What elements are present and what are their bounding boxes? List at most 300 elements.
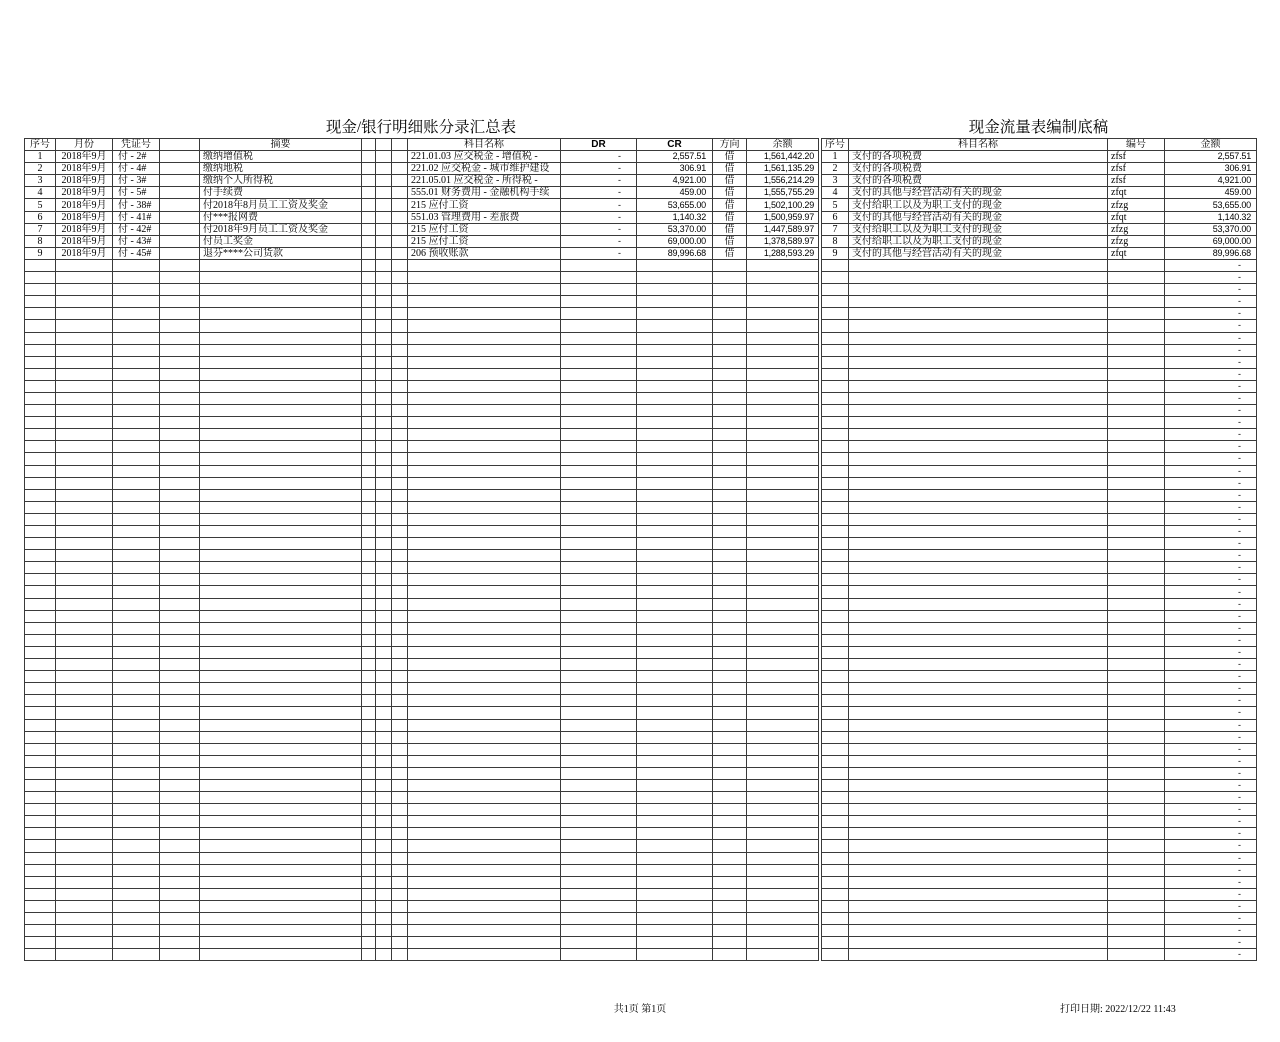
cell-blank (362, 610, 376, 622)
cell-month (56, 707, 113, 719)
cell-item (849, 586, 1108, 598)
cell-dr: - (561, 211, 637, 223)
cell-amount: 53,370.00 (1165, 223, 1257, 235)
cell-seq (822, 417, 849, 429)
cell-direction (713, 308, 747, 320)
cell-month (56, 731, 113, 743)
cell-amount: - (1165, 259, 1257, 271)
cell-blank (362, 163, 376, 175)
header-seq: 序号 (822, 139, 849, 151)
cell-voucher (113, 671, 160, 683)
cell-seq (822, 634, 849, 646)
cell-month (56, 695, 113, 707)
cell-voucher (113, 320, 160, 332)
cell-amount: - (1165, 344, 1257, 356)
cell-blank (160, 610, 200, 622)
cell-blank (362, 199, 376, 211)
ledger-title: 现金/银行明细账分录汇总表 (325, 119, 517, 136)
cell-summary: 付***报网费 (200, 211, 362, 223)
cell-blank (362, 828, 376, 840)
cell-dr (561, 513, 637, 525)
cell-account (408, 392, 561, 404)
cell-code (1108, 828, 1165, 840)
cell-blank (376, 828, 392, 840)
cell-voucher (113, 755, 160, 767)
cell-code (1108, 368, 1165, 380)
cell-summary (200, 610, 362, 622)
cell-seq (822, 429, 849, 441)
cell-blank (376, 392, 392, 404)
cell-item (849, 417, 1108, 429)
cell-direction (713, 392, 747, 404)
cell-summary: 缴纳增值税 (200, 151, 362, 163)
cashflow-body (822, 151, 1257, 961)
cell-blank (376, 925, 392, 937)
cell-cr (637, 840, 713, 852)
header-item: 科目名称 (849, 139, 1108, 151)
cell-dr (561, 683, 637, 695)
cell-direction (713, 332, 747, 344)
cell-dr (561, 804, 637, 816)
cell-voucher (113, 900, 160, 912)
cell-cr (637, 538, 713, 550)
table-row (822, 199, 1257, 211)
cell-blank (392, 187, 408, 199)
cell-dr (561, 900, 637, 912)
cell-direction (713, 368, 747, 380)
table-row (25, 199, 819, 211)
cell-seq (822, 356, 849, 368)
cell-seq (25, 562, 56, 574)
cell-amount: - (1165, 900, 1257, 912)
cell-item (849, 320, 1108, 332)
cell-blank (392, 296, 408, 308)
cell-month (56, 864, 113, 876)
cell-amount: - (1165, 949, 1257, 961)
cell-account (408, 683, 561, 695)
cell-dr (561, 876, 637, 888)
cell-dr (561, 792, 637, 804)
cell-blank (392, 949, 408, 961)
cell-balance (747, 550, 819, 562)
cell-direction (713, 538, 747, 550)
cell-cr (637, 671, 713, 683)
table-row (25, 187, 819, 199)
cell-item: 支付的其他与经营活动有关的现金 (849, 211, 1108, 223)
cell-month (56, 405, 113, 417)
cell-blank (160, 344, 200, 356)
cell-dr (561, 671, 637, 683)
cell-cr (637, 949, 713, 961)
cell-seq (822, 453, 849, 465)
cell-account (408, 937, 561, 949)
cell-summary (200, 949, 362, 961)
cell-dr (561, 320, 637, 332)
page-count: 共1页 第1页 (613, 1004, 667, 1015)
cell-blank (392, 429, 408, 441)
cell-balance (747, 356, 819, 368)
cell-account (408, 888, 561, 900)
cell-summary (200, 937, 362, 949)
blank-row (25, 646, 819, 658)
cell-seq (25, 937, 56, 949)
cell-direction (713, 828, 747, 840)
cell-code (1108, 417, 1165, 429)
cell-month (56, 392, 113, 404)
cell-voucher: 付 - 43# (113, 235, 160, 247)
cell-blank (362, 913, 376, 925)
cell-summary (200, 356, 362, 368)
cell-blank (376, 671, 392, 683)
blank-row (25, 913, 819, 925)
cell-dr: - (561, 235, 637, 247)
cell-cr: 53,370.00 (637, 223, 713, 235)
blank-row (822, 574, 1257, 586)
cell-seq (25, 683, 56, 695)
cell-code (1108, 513, 1165, 525)
cell-voucher (113, 586, 160, 598)
blank-row (822, 380, 1257, 392)
cell-blank (362, 477, 376, 489)
cell-amount: - (1165, 284, 1257, 296)
cell-month (56, 272, 113, 284)
cell-cr (637, 501, 713, 513)
cell-blank (392, 925, 408, 937)
cell-seq (25, 731, 56, 743)
cell-blank (376, 852, 392, 864)
blank-row (25, 695, 819, 707)
cell-cr (637, 259, 713, 271)
cell-item (849, 550, 1108, 562)
cell-month: 2018年9月 (56, 175, 113, 187)
cell-cr (637, 683, 713, 695)
cell-code (1108, 876, 1165, 888)
cell-seq (25, 925, 56, 937)
cell-seq (822, 320, 849, 332)
blank-row (822, 888, 1257, 900)
cell-dr (561, 501, 637, 513)
cell-seq (822, 816, 849, 828)
cell-blank (376, 211, 392, 223)
cell-cr (637, 284, 713, 296)
cell-direction (713, 586, 747, 598)
cell-balance (747, 888, 819, 900)
cell-direction: 借 (713, 163, 747, 175)
cell-code (1108, 695, 1165, 707)
print-date: 打印日期: 2022/12/22 11:43 (1060, 1004, 1176, 1015)
cell-blank (160, 513, 200, 525)
cell-blank (160, 163, 200, 175)
cell-blank (362, 296, 376, 308)
cell-amount: - (1165, 538, 1257, 550)
cell-blank (392, 659, 408, 671)
cell-account (408, 356, 561, 368)
cell-seq (25, 344, 56, 356)
cell-voucher (113, 344, 160, 356)
cell-blank (362, 779, 376, 791)
cell-blank (362, 755, 376, 767)
cell-blank (376, 622, 392, 634)
cell-summary (200, 900, 362, 912)
cell-seq: 9 (25, 247, 56, 259)
cell-dr (561, 598, 637, 610)
cell-blank (362, 562, 376, 574)
blank-row (25, 659, 819, 671)
cell-month (56, 562, 113, 574)
blank-row (25, 296, 819, 308)
cell-blank (362, 888, 376, 900)
cell-balance (747, 501, 819, 513)
blank-row (25, 272, 819, 284)
cell-amount: - (1165, 779, 1257, 791)
cell-balance (747, 259, 819, 271)
cell-cr (637, 272, 713, 284)
cell-account (408, 586, 561, 598)
cell-seq (25, 900, 56, 912)
cell-cr (637, 598, 713, 610)
cell-voucher: 付 - 42# (113, 223, 160, 235)
cell-direction (713, 574, 747, 586)
cell-seq (822, 646, 849, 658)
cell-dr: - (561, 223, 637, 235)
cell-cr (637, 441, 713, 453)
cell-voucher (113, 465, 160, 477)
cell-account (408, 816, 561, 828)
blank-row (822, 913, 1257, 925)
cell-blank (160, 804, 200, 816)
cell-account (408, 949, 561, 961)
blank-row (25, 344, 819, 356)
cell-summary (200, 707, 362, 719)
cell-blank (160, 779, 200, 791)
cell-seq (822, 767, 849, 779)
cell-blank (160, 405, 200, 417)
cell-blank (362, 586, 376, 598)
cell-account (408, 501, 561, 513)
cell-dr (561, 368, 637, 380)
cell-blank (160, 538, 200, 550)
cell-amount: - (1165, 308, 1257, 320)
header-blank (160, 139, 200, 151)
cell-summary (200, 332, 362, 344)
cell-voucher (113, 526, 160, 538)
cell-voucher (113, 356, 160, 368)
cell-voucher (113, 707, 160, 719)
header-voucher: 凭证号 (113, 139, 160, 151)
cell-account: 221.05.01 应交税金 - 所得税 - (408, 175, 561, 187)
cell-blank (160, 646, 200, 658)
cell-summary (200, 913, 362, 925)
cell-code (1108, 683, 1165, 695)
cell-direction (713, 683, 747, 695)
cell-seq (25, 453, 56, 465)
cell-voucher (113, 864, 160, 876)
cell-direction (713, 441, 747, 453)
cell-dr (561, 731, 637, 743)
cell-blank (160, 175, 200, 187)
cell-dr (561, 755, 637, 767)
cell-direction (713, 937, 747, 949)
cell-voucher (113, 574, 160, 586)
blank-row (822, 695, 1257, 707)
cell-direction (713, 816, 747, 828)
cell-direction: 借 (713, 151, 747, 163)
cell-item (849, 864, 1108, 876)
cell-month (56, 767, 113, 779)
cell-account: 221.02 应交税金 - 城市维护建设 (408, 163, 561, 175)
cell-blank (160, 501, 200, 513)
cell-cr (637, 320, 713, 332)
cell-month (56, 900, 113, 912)
ledger-table (24, 138, 819, 961)
cell-direction (713, 453, 747, 465)
table-row (25, 163, 819, 175)
cell-account (408, 441, 561, 453)
cell-blank (362, 501, 376, 513)
cell-summary (200, 320, 362, 332)
cell-voucher (113, 332, 160, 344)
blank-row (822, 779, 1257, 791)
cell-seq (822, 913, 849, 925)
cell-voucher (113, 417, 160, 429)
cell-cr (637, 332, 713, 344)
cell-direction (713, 888, 747, 900)
cell-blank (362, 513, 376, 525)
cell-voucher (113, 405, 160, 417)
cell-blank (362, 344, 376, 356)
cell-code (1108, 937, 1165, 949)
cell-seq: 6 (25, 211, 56, 223)
cell-item (849, 659, 1108, 671)
cell-code (1108, 538, 1165, 550)
cell-amount: - (1165, 453, 1257, 465)
cell-blank (362, 707, 376, 719)
cell-blank (392, 707, 408, 719)
header-code: 编号 (1108, 139, 1165, 151)
cell-summary (200, 767, 362, 779)
cell-blank (160, 489, 200, 501)
cell-balance (747, 695, 819, 707)
cell-month (56, 368, 113, 380)
cell-code (1108, 284, 1165, 296)
cell-blank (392, 453, 408, 465)
cell-account: 206 预收账款 (408, 247, 561, 259)
cell-account (408, 284, 561, 296)
cell-balance: 1,500,959.97 (747, 211, 819, 223)
cell-month (56, 622, 113, 634)
cell-blank (376, 356, 392, 368)
cell-seq (25, 489, 56, 501)
cell-blank (376, 864, 392, 876)
cell-blank (376, 151, 392, 163)
cell-direction: 借 (713, 235, 747, 247)
cell-account (408, 767, 561, 779)
cell-balance: 1,561,442.20 (747, 151, 819, 163)
cell-direction (713, 646, 747, 658)
cell-blank (392, 477, 408, 489)
cell-month (56, 659, 113, 671)
cell-direction (713, 779, 747, 791)
cell-code (1108, 598, 1165, 610)
cell-amount: - (1165, 888, 1257, 900)
cell-seq (25, 840, 56, 852)
cell-summary: 缴纳个人所得税 (200, 175, 362, 187)
cell-month (56, 937, 113, 949)
cell-blank (160, 949, 200, 961)
cell-balance (747, 344, 819, 356)
cell-blank (160, 767, 200, 779)
cell-summary (200, 828, 362, 840)
cell-blank (362, 441, 376, 453)
cell-blank (160, 526, 200, 538)
cell-blank (392, 574, 408, 586)
cell-blank (376, 199, 392, 211)
cell-code (1108, 501, 1165, 513)
ledger-header-row (25, 139, 819, 151)
cell-item (849, 743, 1108, 755)
cell-blank (362, 840, 376, 852)
blank-row (25, 526, 819, 538)
cell-blank (376, 429, 392, 441)
cell-amount: - (1165, 755, 1257, 767)
cell-cr (637, 707, 713, 719)
cell-direction (713, 876, 747, 888)
cell-dr (561, 707, 637, 719)
cell-seq (822, 792, 849, 804)
cell-code: zfsf (1108, 151, 1165, 163)
cell-month (56, 574, 113, 586)
cell-blank (160, 380, 200, 392)
cashflow-header-row (822, 139, 1257, 151)
cell-balance (747, 332, 819, 344)
cell-seq (822, 368, 849, 380)
cell-seq: 9 (822, 247, 849, 259)
cell-summary (200, 489, 362, 501)
cell-account: 215 应付工资 (408, 199, 561, 211)
cell-blank (376, 163, 392, 175)
cell-seq (25, 913, 56, 925)
cell-blank (392, 792, 408, 804)
cell-amount: - (1165, 526, 1257, 538)
cell-item: 支付给职工以及为职工支付的现金 (849, 199, 1108, 211)
cell-blank (362, 284, 376, 296)
cell-seq (822, 477, 849, 489)
cell-seq: 7 (822, 223, 849, 235)
cell-amount: - (1165, 913, 1257, 925)
cell-voucher (113, 659, 160, 671)
cell-blank (392, 767, 408, 779)
cell-account (408, 598, 561, 610)
cell-code: zfqt (1108, 247, 1165, 259)
cell-seq (822, 550, 849, 562)
cell-cr (637, 513, 713, 525)
cell-blank (392, 743, 408, 755)
cell-balance (747, 634, 819, 646)
cell-summary (200, 272, 362, 284)
cell-amount: - (1165, 441, 1257, 453)
cell-seq (25, 392, 56, 404)
cell-seq (822, 828, 849, 840)
cell-amount: - (1165, 695, 1257, 707)
cell-cr (637, 477, 713, 489)
cell-balance (747, 864, 819, 876)
header-dr: DR (561, 139, 637, 151)
cell-amount: - (1165, 465, 1257, 477)
cell-account (408, 550, 561, 562)
cell-seq (822, 937, 849, 949)
cell-direction (713, 949, 747, 961)
cell-blank (160, 671, 200, 683)
